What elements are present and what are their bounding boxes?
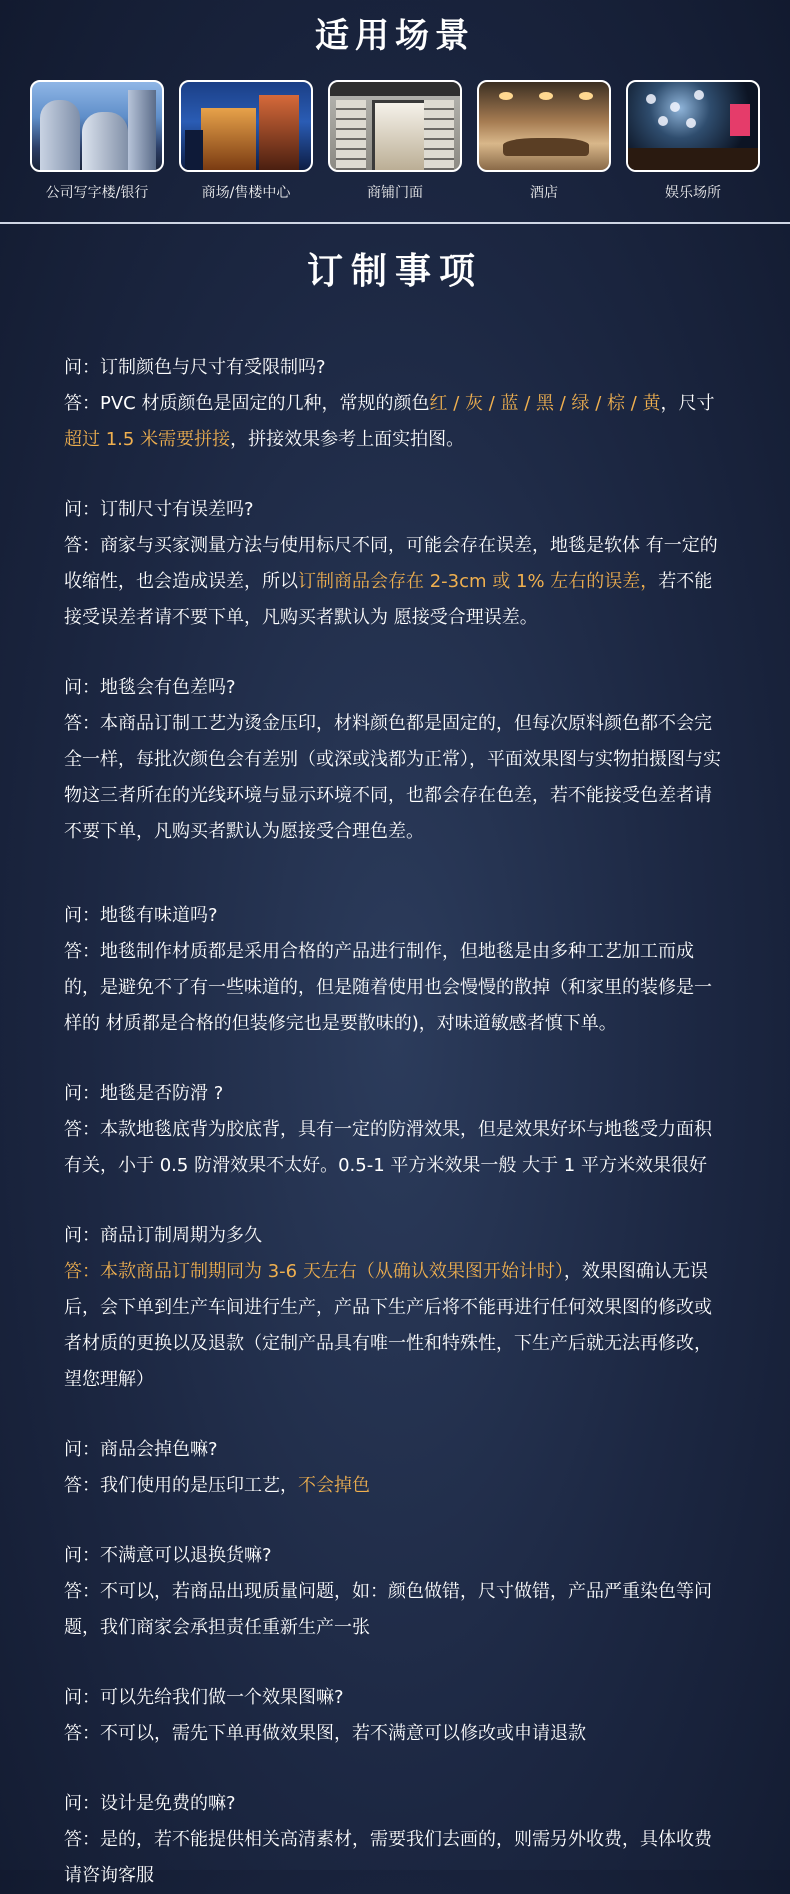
scene-label: 商铺门面: [367, 185, 423, 201]
scene-hotel: [477, 80, 611, 202]
faq-item: [64, 350, 726, 458]
answer-highlight: 不会掉色: [298, 1475, 370, 1496]
faq-question: 问：不满意可以退换货嘛?: [64, 1545, 272, 1566]
faq-item: [64, 1076, 726, 1184]
answer-text: 答：不可以，需先下单再做效果图，若不满意可以修改或申请退款: [64, 1723, 586, 1744]
faq-answer: [64, 1822, 726, 1894]
answer-text: ，效果图确认无误后，会下单到生产车间进行生产，产品下生产后将不能再进行任何效果图的修改或者材质的更换以及退款（定制产品具有唯一性和特殊性，下生产后就无法再修改，望您理解）: [64, 1261, 712, 1390]
faq-answer: [64, 528, 726, 636]
faq-answer: [64, 1574, 726, 1646]
answer-text: 答：我们使用的是压印工艺，: [64, 1475, 298, 1496]
faq-answer: [64, 706, 726, 850]
faq-question: 问：可以先给我们做一个效果图嘛?: [64, 1687, 344, 1708]
section-divider: [0, 222, 790, 224]
scene-label: 娱乐场所: [665, 185, 721, 201]
answer-text: 答：本商品订制工艺为烫金压印，材料颜色都是固定的，但每次原料颜色都不会完全一样，每批次颜色会有差别（或深或浅都为正常），平面效果图与实物拍摄图与实物这三者所在的光线环境与显示环境不同，也都会存在色差，若不能接受色差者请不要下单，凡购买者默认为愿接受合理色差。: [64, 713, 721, 842]
faq-question: 问：地毯有味道吗?: [64, 905, 218, 926]
answer-text: 答：本款地毯底背为胶底背，具有一定的防滑效果，但是效果好坏与地毯受力面积有关，小于 0.5 防滑效果不太好。0.5-1 平方米效果一般 大于 1 平方米效果很好: [64, 1119, 712, 1176]
faq-answer: [64, 1468, 726, 1504]
faq-item: [64, 492, 726, 636]
answer-highlight: 超过 1.5 米需要拼接: [64, 429, 231, 450]
faq-question: 问：地毯会有色差吗?: [64, 677, 236, 698]
faq-item: [64, 1680, 726, 1752]
office-building-photo-icon: [30, 80, 164, 172]
faq-item: [64, 1218, 726, 1398]
answer-text: 答：PVC 材质颜色是固定的几种，常规的颜色: [64, 393, 430, 414]
faq-question: 问：商品订制周期为多久: [64, 1225, 262, 1246]
answer-text: ，拼接效果参考上面实拍图。: [230, 429, 465, 450]
entertainment-venue-photo-icon: [626, 80, 760, 172]
faq-question: 问：地毯是否防滑 ?: [64, 1083, 224, 1104]
scenes-section: [0, 0, 790, 222]
answer-text: 答：不可以，若商品出现质量问题，如：颜色做错，尺寸做错，产品严重染色等问题，我们商家会承担责任重新生产一张: [64, 1581, 712, 1638]
faq-item: [64, 1786, 726, 1894]
scene-entertainment: [626, 80, 760, 202]
faq-list: [0, 298, 790, 1894]
faq-answer: [64, 386, 726, 458]
faq-answer: [64, 934, 726, 1042]
answer-text: 答：是的，若不能提供相关高清素材，需要我们去画的，则需另外收费，具体收费请咨询客服: [64, 1829, 712, 1886]
answer-highlight: 订制商品会存在 2-3cm 或 1% 左右的误差，: [298, 571, 659, 592]
faq-answer: [64, 1254, 726, 1398]
faq-question: 问：订制颜色与尺寸有受限制吗?: [64, 357, 326, 378]
answer-text: 若不能接受误差者请不要下单，凡购买者默认为 愿接受合理误差。: [64, 571, 713, 628]
faq-item: [64, 1538, 726, 1646]
faq-item: [64, 898, 726, 1042]
faq-title: 订制事项: [306, 251, 483, 292]
faq-answer: [64, 1112, 726, 1184]
answer-highlight: 答：本款商品订制期同为 3-6 天左右（从确认效果图开始计时）: [64, 1261, 564, 1282]
shopping-mall-photo-icon: [179, 80, 313, 172]
scene-gallery: [0, 80, 790, 202]
faq-question: 问：订制尺寸有误差吗?: [64, 499, 254, 520]
faq-question: 问：商品会掉色嘛?: [64, 1439, 218, 1460]
scene-label: 酒店: [530, 185, 558, 201]
answer-text: 答：地毯制作材质都是采用合格的产品进行制作，但地毯是由多种工艺加工而成的，是避免不了有一些味道的，但是随着使用也会慢慢的散掉（和家里的装修是一样的 材质都是合格的但装修完也是要散味的)，对味道敏感者慎下单。: [64, 941, 712, 1034]
faq-question: 问：设计是免费的嘛?: [64, 1793, 236, 1814]
scene-label: 商场/售楼中心: [201, 185, 291, 201]
scene-mall: [179, 80, 313, 202]
storefront-photo-icon: [328, 80, 462, 172]
faq-item: [64, 1432, 726, 1504]
answer-text: 答：商家与买家测量方法与使用标尺不同，可能会存在误差，地毯是软体 有一定的收缩性，也会造成误差，所以: [64, 535, 718, 592]
hotel-lobby-photo-icon: [477, 80, 611, 172]
scene-office: [30, 80, 164, 202]
scene-storefront: [328, 80, 462, 202]
scenes-title: 适用场景: [315, 16, 475, 56]
faq-answer: [64, 1716, 726, 1752]
answer-text: ，尺寸: [660, 393, 715, 414]
scene-label: 公司写字楼/银行: [45, 185, 149, 201]
faq-item: [64, 670, 726, 850]
answer-highlight: 红 / 灰 / 蓝 / 黑 / 绿 / 棕 / 黄: [429, 393, 661, 414]
